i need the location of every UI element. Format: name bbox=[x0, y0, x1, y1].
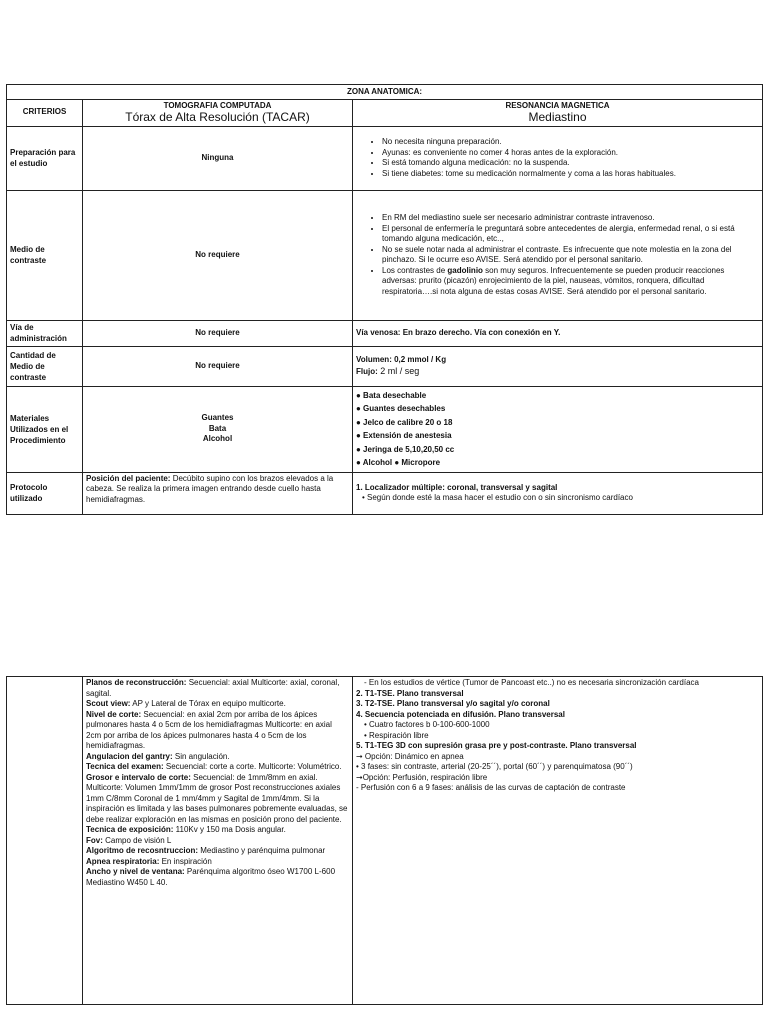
mr-flow-value: 2 ml / seg bbox=[377, 365, 420, 376]
empty-label-cell bbox=[7, 677, 83, 1005]
ct-protocol-details bbox=[83, 677, 353, 1005]
ct-protocol-item bbox=[86, 836, 349, 847]
ct-protocol-item bbox=[86, 773, 349, 826]
ct-protocol-item-label: Algoritmo de recosntruccion: bbox=[86, 846, 199, 855]
mr-volume: Volumen: 0,2 mmol / Kg bbox=[356, 355, 447, 364]
mr-contrast-list bbox=[356, 213, 759, 297]
ct-route: No requiere bbox=[83, 320, 353, 346]
mr-protocol-item: ➞ Opción: Dinámico en apnea bbox=[356, 751, 464, 761]
mr-preparation bbox=[353, 126, 763, 190]
row-label-amount: Cantidad de Medio de contraste bbox=[7, 346, 83, 386]
ct-protocol-item-label: Scout view: bbox=[86, 699, 131, 708]
mr-materials bbox=[353, 386, 763, 472]
mr-protocol-item: 4. Secuencia potenciada en difusión. Plano transversal bbox=[356, 709, 565, 719]
ct-protocol-item bbox=[86, 678, 349, 699]
list-item: • Ayunas: es conveniente no comer 4 horas antes de la exploración. bbox=[382, 148, 759, 159]
ct-protocol-item-label: Tecnica de exposición: bbox=[86, 825, 174, 834]
mr-protocol-item: 3. T2-TSE. Plano transversal y/o sagital y/o coronal bbox=[356, 699, 550, 708]
ct-protocol-item-label: Grosor e intervalo de corte: bbox=[86, 772, 191, 782]
list-item: • No se suele notar nada al administrar el contraste. Es infrecuente que note molestia en la zona del pinchazo. Si le ocurre eso AVISE. Será atendido por el personal sanitario. bbox=[382, 245, 759, 266]
ct-protocol-item-label: Tecnica del examen: bbox=[86, 762, 164, 771]
mr-protocol-line: 1. Localizador múltiple: coronal, transversal y sagital bbox=[356, 482, 558, 492]
ct-preparation: Ninguna bbox=[83, 126, 353, 190]
list-item: ● Jelco de calibre 20 o 18 bbox=[356, 417, 453, 427]
ct-protocol-item-text: Campo de visión L bbox=[102, 835, 172, 845]
mr-protocol-item: - En los estudios de vértice (Tumor de Pancoast etc..) no es necesaria sincronización cardíaca bbox=[364, 678, 699, 687]
ct-protocol-item bbox=[86, 867, 349, 888]
mr-protocol-item: • Respiración libre bbox=[364, 730, 429, 740]
row-label-materials: Materiales Utilizados en el Procedimiento bbox=[7, 386, 83, 472]
row-label-protocol: Protocolo utilizado bbox=[7, 472, 83, 514]
mr-protocol-item: - Perfusión con 6 a 9 fases: análisis de las curvas de captación de contraste bbox=[356, 783, 626, 792]
ct-protocol-item-text: Mediastino y parénquima pulmonar bbox=[198, 846, 326, 855]
list-item-post: son muy seguros. Infrecuentemente se pueden producir reacciones adversas: prurito (picazón) enrojecimiento de la piel, nauseas, vómitos, ronquera, dificultad respiratoria….si nota alguna de estas cosas AVISE. Será atendido por el personal sanitario. bbox=[382, 265, 725, 296]
ct-protocol bbox=[83, 472, 353, 514]
ct-protocol-item-text: Secuencial: en axial 2cm por arriba de los ápices pulmonares hasta 4 o 5cm de los hemidiafragmas Multicorte: en axial 2cm por arriba de los ápices pulmonares hasta 4 o 5cm de los hemidiafragmas. bbox=[86, 709, 332, 750]
ct-protocol-item-text: Secuencial: corte a corte. Multicorte: Volumétrico. bbox=[163, 762, 342, 771]
ct-protocol-item-text: En inspiración bbox=[159, 856, 212, 866]
list-item: ● Alcohol ● Micropore bbox=[356, 458, 441, 467]
gadolinio-term: gadolinio bbox=[447, 265, 483, 275]
ct-protocol-item-text: Secuencial: axial Multicorte: axial, coronal, sagital. bbox=[86, 678, 340, 698]
ct-protocol-text bbox=[86, 474, 349, 506]
mr-protocol-details bbox=[353, 677, 763, 1005]
ct-protocol-item-label: Ancho y nivel de ventana: bbox=[86, 867, 185, 876]
ct-protocol-item bbox=[86, 825, 349, 836]
list-item-pre: Los contrastes de bbox=[382, 265, 448, 275]
ct-protocol-item-text: AP y Lateral de Tórax en equipo multicorte. bbox=[130, 699, 286, 708]
mr-contrast bbox=[353, 190, 763, 320]
list-item: • No necesita ninguna preparación. bbox=[382, 137, 759, 148]
ct-protocol-item-label: Fov: bbox=[86, 835, 103, 845]
list-item bbox=[382, 266, 759, 298]
ct-protocol-item-label: Planos de reconstrucción: bbox=[86, 678, 187, 687]
ct-protocol-item bbox=[86, 752, 349, 763]
list-item: ● Bata desechable bbox=[356, 390, 427, 400]
list-item: ● Extensión de anestesia bbox=[356, 431, 452, 440]
ct-protocol-item-label: Apnea respiratoria: bbox=[86, 856, 160, 866]
ct-header-small: TOMOGRAFIA COMPUTADA bbox=[163, 101, 272, 110]
mr-protocol-item: • 3 fases: sin contraste, arterial (20-25´´), portal (60´´) y parenquimatosa (90´´) bbox=[356, 762, 633, 771]
ct-header-title: Tórax de Alta Resolución (TACAR) bbox=[125, 110, 310, 124]
ct-protocol-blocks bbox=[86, 678, 349, 888]
ct-protocol-body: Decúbito supino con los brazos elevados a la cabeza. Se realiza la primera imagen entrando desde cuello hasta hemidiafragmas. bbox=[86, 473, 334, 504]
zone-title: ZONA ANATOMICA: bbox=[7, 85, 763, 100]
mr-header bbox=[353, 99, 763, 126]
list-item: • El personal de enfermería le preguntará sobre antecedentes de alergia, enfermedad renal, o si está tomando alguna medicación, etc.., bbox=[382, 224, 759, 245]
ct-protocol-item bbox=[86, 857, 349, 868]
list-item: ● Guantes desechables bbox=[356, 404, 446, 413]
mr-flow bbox=[356, 366, 759, 378]
mr-header-small: RESONANCIA MAGNETICA bbox=[505, 101, 610, 110]
ct-protocol-item bbox=[86, 699, 349, 710]
ct-material-item: Bata bbox=[208, 423, 227, 433]
list-item: • En RM del mediastino suele ser necesario administrar contraste intravenoso. bbox=[382, 213, 759, 224]
ct-protocol-item bbox=[86, 846, 349, 857]
ct-amount: No requiere bbox=[83, 346, 353, 386]
ct-protocol-item-label: Nivel de corte: bbox=[86, 709, 142, 719]
mr-protocol bbox=[353, 472, 763, 514]
ct-protocol-item-text: Sin angulación. bbox=[172, 751, 230, 761]
mr-protocol-item: ➞Opción: Perfusión, respiración libre bbox=[356, 772, 488, 782]
ct-header bbox=[83, 99, 353, 126]
mr-amount bbox=[353, 346, 763, 386]
mr-protocol-item: 2. T1-TSE. Plano transversal bbox=[356, 688, 464, 698]
list-item: ● Jeringa de 5,10,20,50 cc bbox=[356, 444, 455, 454]
mr-preparation-list bbox=[356, 137, 759, 179]
ct-protocol-item bbox=[86, 710, 349, 752]
row-label-route: Vía de administración bbox=[7, 320, 83, 346]
criteria-header: CRITERIOS bbox=[7, 99, 83, 126]
protocol-table-top bbox=[6, 84, 763, 515]
protocol-table-bottom bbox=[6, 676, 763, 1005]
mr-protocol-item: 5. T1-TEG 3D con supresión grasa pre y post-contraste. Plano transversal bbox=[356, 741, 637, 750]
ct-contrast: No requiere bbox=[83, 190, 353, 320]
mr-materials-list bbox=[356, 389, 759, 470]
ct-material-item: Guantes bbox=[201, 413, 234, 423]
mr-flow-label: Flujo: bbox=[356, 366, 378, 376]
list-item: • Si está tomando alguna medicación: no la suspenda. bbox=[382, 158, 759, 169]
list-item: • Si tiene diabetes: tome su medicación normalmente y coma a las horas habituales. bbox=[382, 169, 759, 180]
ct-protocol-item-text: 110Kv y 150 ma Dosis angular. bbox=[173, 825, 286, 834]
ct-protocol-item-label: Angulacion del gantry: bbox=[86, 751, 173, 761]
row-label-preparation: Preparación para el estudio bbox=[7, 126, 83, 190]
mr-protocol-lines bbox=[356, 678, 759, 794]
mr-route: Vía venosa: En brazo derecho. Vía con conexión en Y. bbox=[353, 320, 763, 346]
ct-materials bbox=[83, 386, 353, 472]
ct-protocol-bold: Posición del paciente: bbox=[86, 473, 171, 483]
mr-header-title: Mediastino bbox=[528, 110, 587, 124]
mr-protocol-line: • Según donde esté la masa hacer el estudio con o sin sincronismo cardíaco bbox=[362, 493, 633, 502]
row-label-contrast: Medio de contraste bbox=[7, 190, 83, 320]
ct-material-item: Alcohol bbox=[202, 434, 233, 444]
mr-protocol-item: • Cuatro factores b 0-100-600-1000 bbox=[364, 720, 490, 729]
ct-protocol-item-text: Parénquima algoritmo óseo W1700 L-600 Mediastino W450 L 40. bbox=[86, 867, 336, 887]
ct-protocol-item bbox=[86, 762, 349, 773]
ct-protocol-item-text: Secuencial: de 1mm/8mm en axial. Multicorte: Volumen 1mm/1mm de grosor Post reconstrucciones axiales 1mm C/8mm Coronal de 1 mm/4mm y Sagital de 1mm/4mm. Si la inspiración es limitada y las bases pulmonares pobremente evaluadas, se debe realizar exploración en las mismas en posición prono del paciente. bbox=[86, 772, 348, 824]
